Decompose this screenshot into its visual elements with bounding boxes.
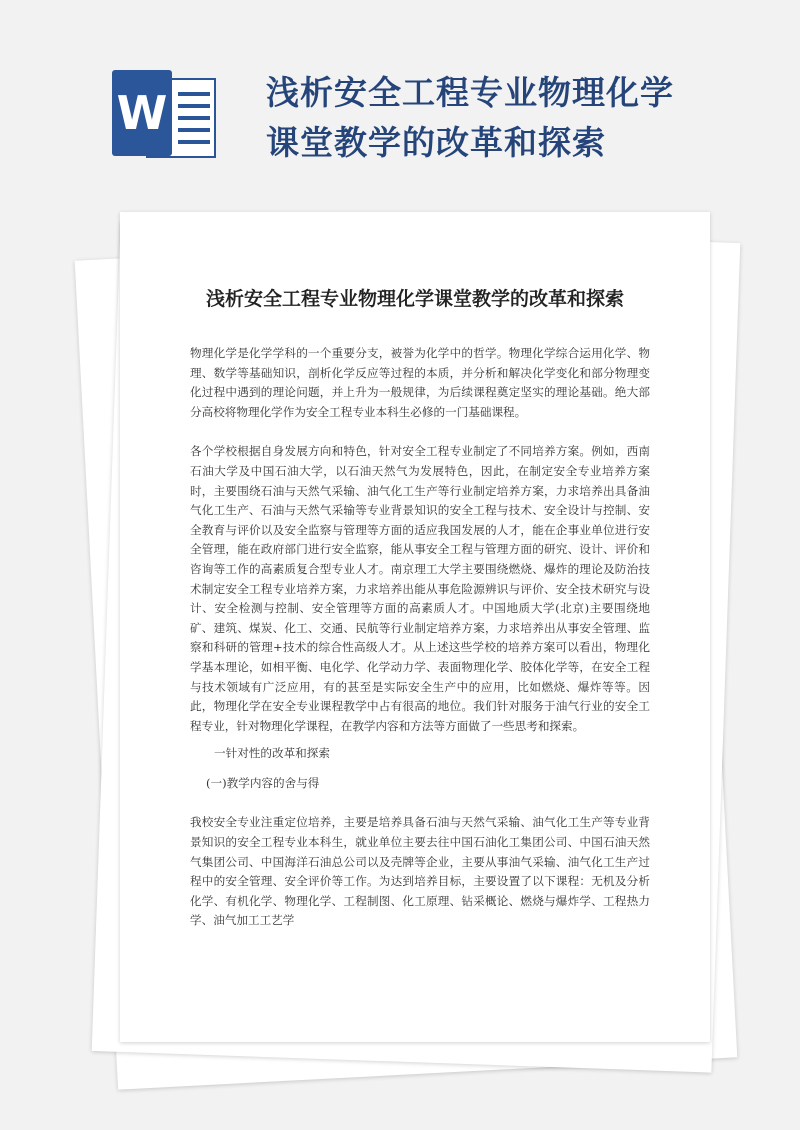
word-letter-badge: W	[112, 70, 172, 156]
document-page	[120, 212, 710, 1042]
header-title: 浅析安全工程专业物理化学课堂教学的改革和探索	[266, 73, 674, 162]
paragraph-2: 各个学校根据自身发展方向和特色，针对安全工程专业制定了不同培养方案。例如，西南石油大学及中国石油大学，以石油天然气为发展特色，因此，在制定安全专业培养方案时，主要围绕石油与天然气采输、油气化工生产等行业制定培养方案，力求培养出具备油气化工生产、石油与天然气采输等专业背景知识的安全工程与技术、安全设计与控制、安全教育与评价以及安全监察与管理等方面的适应我国发展的人才，能在企事业单位进行安全管理，能在政府部门进行安全监察，能从事安全工程与管理方面的研究、设计、评价和咨询等工作的高素质复合型专业人才。南京理工大学主要围绕燃烧、爆炸的理论及防治技术制定安全工程专业培养方案，力求培养出能从事危险源辨识与评价、安全技术研究与设计、安全检测与控制、安全管理等方面的高素质人才。中国地质大学(北京)主要围绕地矿、建筑、煤炭、化工、交通、民航等行业制定培养方案，力求培养出从事安全管理、监察和科研的管理+技术的综合性高级人才。从上述这些学校的培养方案可以看出，物理化学基本理论，如相平衡、电化学、化学动力学、表面物理化学、胶体化学等，在安全工程与技术领域有广泛应用，有的甚至是实际安全生产中的应用，比如燃烧、爆炸等等。因此，物理化学在安全专业课程教学中占有很高的地位。我们针对服务于油气行业的安全工程专业，针对物理化学课程，在教学内容和方法等方面做了一些思考和探索。	[190, 444, 650, 733]
word-icon	[108, 70, 218, 160]
section-heading: 一针对性的改革和探索	[214, 746, 330, 761]
paragraph-3: 我校安全专业注重定位培养，主要是培养具备石油与天然气采输、油气化工生产等专业背景知识的安全工程专业本科生，就业单位主要去往中国石油化工集团公司、中国石油天然气集团公司、中国海洋石油总公司以及壳牌等企业，主要从事油气采输、油气化工生产过程中的安全管理、安全评价等工作。为达到培养目标，主要设置了以下课程：无机及分析化学、有机化学、物理化学、工程制图、化工原理、钻采概论、燃烧与爆炸学、工程热力学、油气加工工艺学	[190, 815, 650, 928]
subsection-heading: (一)教学内容的舍与得	[206, 775, 320, 790]
page-title: 浅析安全工程专业物理化学课堂教学的改革和探索	[205, 288, 624, 310]
document-body	[190, 344, 650, 931]
header	[0, 0, 800, 200]
paragraph-1: 物理化学是化学学科的一个重要分支，被誉为化学中的哲学。物理化学综合运用化学、物理、数学等基础知识，剖析化学反应等过程的本质，并分析和解决化学变化和部分物理变化过程中遇到的理论问题，并上升为一般规律，为后续课程奠定坚实的理论基础。绝大部分高校将物理化学作为安全工程专业本科生必修的一门基础课程。	[190, 346, 650, 419]
